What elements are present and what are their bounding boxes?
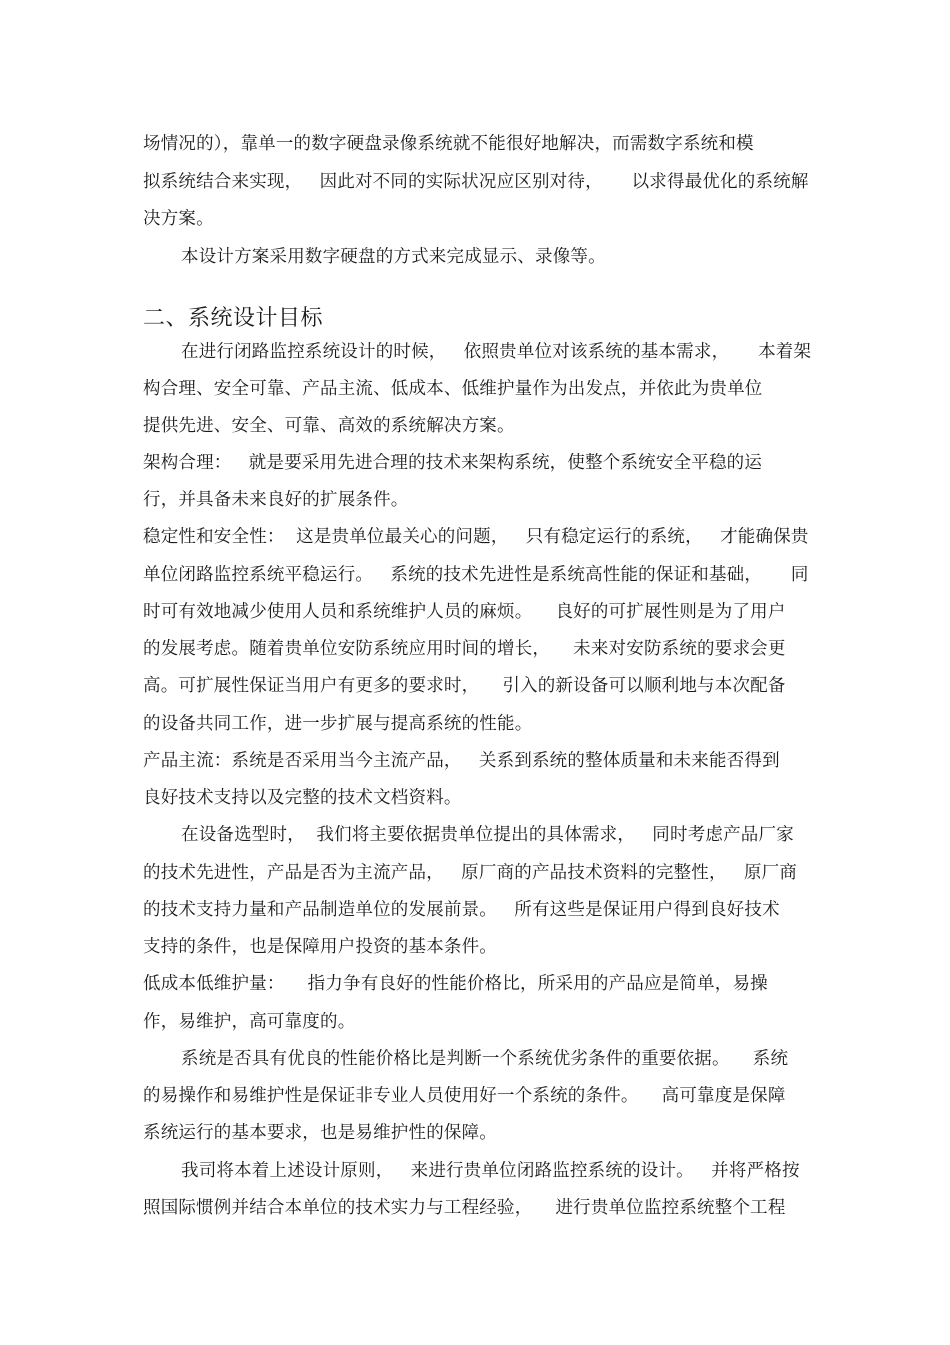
section-heading: 二、系统设计目标 xyxy=(143,306,324,331)
body-line: 本设计方案采用数字硬盘的方式来完成显示、录像等。 xyxy=(181,247,606,267)
body-line: 支持的条件，也是保障用户投资的基本条件。 xyxy=(143,937,497,957)
body-line: 的易操作和易维护性是保证非专业人员使用好一个系统的条件。 高可靠度是保障 xyxy=(143,1086,786,1106)
body-line: 在设备选型时， 我们将主要依据贵单位提出的具体需求， 同时考虑产品厂家 xyxy=(181,825,794,845)
body-line: 决方案。 xyxy=(143,209,214,229)
body-line: 良好技术支持以及完整的技术文档资料。 xyxy=(143,788,462,808)
body-line: 行，并具备未来良好的扩展条件。 xyxy=(143,490,409,510)
body-line: 高。可扩展性保证当用户有更多的要求时， 引入的新设备可以顺利地与本次配备 xyxy=(143,676,786,696)
body-line: 架构合理： 就是要采用先进合理的技术来架构系统，使整个系统安全平稳的运 xyxy=(143,453,763,473)
body-line: 时可有效地减少使用人员和系统维护人员的麻烦。 良好的可扩展性则是为了用户 xyxy=(143,602,786,622)
body-line: 产品主流：系统是否采用当今主流产品， 关系到系统的整体质量和未来能否得到 xyxy=(143,751,780,771)
body-line: 在进行闭路监控系统设计的时候， 依照贵单位对该系统的基本需求， 本着架 xyxy=(181,342,812,362)
body-line: 系统运行的基本要求，也是易维护性的保障。 xyxy=(143,1123,497,1143)
body-line: 构合理、安全可靠、产品主流、低成本、低维护量作为出发点，并依此为贵单位 xyxy=(143,379,763,399)
body-line: 提供先进、安全、可靠、高效的系统解决方案。 xyxy=(143,416,515,436)
body-line: 稳定性和安全性： 这是贵单位最关心的问题， 只有稳定运行的系统， 才能确保贵 xyxy=(143,527,809,547)
body-line: 的技术先进性，产品是否为主流产品， 原厂商的产品技术资料的完整性， 原厂商 xyxy=(143,863,798,883)
body-line: 系统是否具有优良的性能价格比是判断一个系统优劣条件的重要依据。 系统 xyxy=(181,1049,789,1069)
body-line: 低成本低维护量： 指力争有良好的性能价格比，所采用的产品应是简单，易操 xyxy=(143,974,768,994)
body-line: 我司将本着上述设计原则， 来进行贵单位闭路监控系统的设计。 并将严格按 xyxy=(181,1161,800,1181)
body-line: 照国际惯例并结合本单位的技术实力与工程经验， 进行贵单位监控系统整个工程 xyxy=(143,1198,786,1218)
body-line: 拟系统结合来实现， 因此对不同的实际状况应区别对待， 以求得最优化的系统解 xyxy=(143,172,809,192)
body-line: 的技术支持力量和产品制造单位的发展前景。 所有这些是保证用户得到良好技术 xyxy=(143,900,780,920)
body-line: 的发展考虑。随着贵单位安防系统应用时间的增长， 未来对安防系统的要求会更 xyxy=(143,639,786,659)
body-line: 单位闭路监控系统平稳运行。 系统的技术先进性是系统高性能的保证和基础， 同 xyxy=(143,565,809,585)
body-line: 的设备共同工作，进一步扩展与提高系统的性能。 xyxy=(143,714,533,734)
body-line: 场情况的），靠单一的数字硬盘录像系统就不能很好地解决，而需数字系统和模 xyxy=(143,134,754,154)
body-line: 作，易维护，高可靠度的。 xyxy=(143,1012,356,1032)
